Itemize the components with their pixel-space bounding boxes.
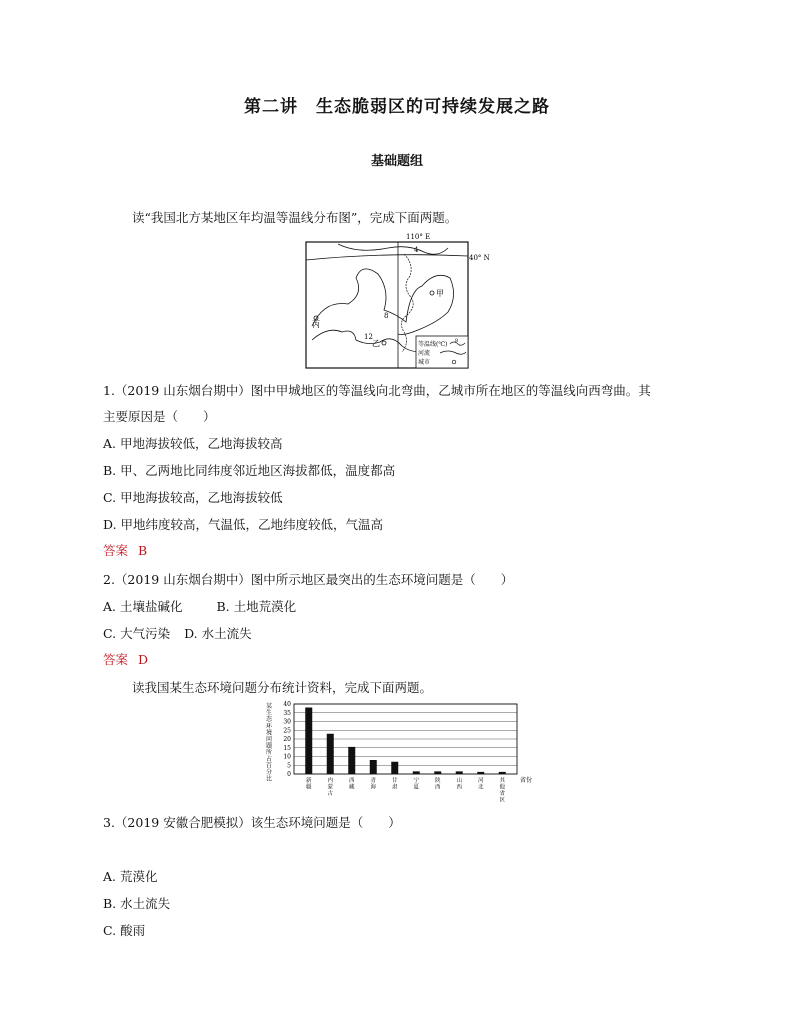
chart-ylabel-char: 问	[266, 736, 273, 743]
chart-xtick-label: 西	[434, 784, 441, 791]
q2-options-row2	[103, 624, 252, 642]
chart-ytick-label: 35	[283, 709, 291, 717]
chart-bar	[305, 708, 312, 775]
q1-answer-label: 答案	[103, 543, 129, 558]
title-topic: 生态脆弱区的可持续发展之路	[316, 97, 550, 117]
intro-2: 读我国某生态环境问题分布统计资料，完成下面两题。	[132, 680, 433, 695]
q1-option-b[interactable]: B. 甲、乙两地比同纬度邻近地区海拔都低，温度都高	[103, 463, 396, 478]
q1-stem-line1: 1.（2019 山东烟台期中）图中甲城地区的等温线向北弯曲，乙城市所在地区的等温线向西弯曲。其	[103, 383, 651, 398]
chart-ylabel-char: 占	[266, 755, 273, 763]
chart-xlabel: 省份	[520, 777, 533, 784]
chart-xtick-label: 山	[456, 778, 463, 784]
chart-xtick-label: 古	[327, 791, 334, 797]
q2-answer	[103, 650, 148, 668]
chart-xtick-label: 西	[456, 784, 463, 791]
chart-ylabel-char: 某	[266, 703, 273, 710]
chart-xtick-label: 宁	[413, 778, 420, 784]
chart-ylabel-char: 环	[266, 722, 273, 730]
chart-ytick-label: 10	[283, 753, 291, 761]
iso-label-12: 12	[364, 333, 373, 341]
q3-option-a[interactable]: A. 荒漠化	[103, 869, 158, 884]
bar-chart	[262, 698, 547, 808]
q3-stem: 3.（2019 安徽合肥模拟）该生态环境问题是（ ）	[103, 815, 401, 830]
chart-ytick-label: 15	[283, 744, 291, 752]
q2-option-b[interactable]: B. 土地荒漠化	[216, 599, 297, 614]
chart-xtick-label: 陕	[434, 778, 441, 784]
q1-answer	[103, 541, 147, 559]
iso-label-8: 8	[384, 312, 389, 320]
q2-option-c[interactable]: C. 大气污染	[103, 626, 171, 641]
chart-ylabel-char: 比	[266, 775, 273, 783]
chart-xtick-label: 西	[348, 778, 355, 784]
isotherm-map	[298, 230, 490, 372]
chart-yticks	[283, 701, 291, 778]
chart-bar	[391, 762, 398, 774]
chart-ytick-label: 0	[287, 771, 291, 778]
q1-option-a[interactable]: A. 甲地海拔较低，乙地海拔较高	[103, 436, 283, 451]
q1-option-d[interactable]: D. 甲地纬度较高，气温低，乙地纬度较低，气温高	[103, 517, 384, 532]
city-yi-marker	[382, 341, 386, 345]
chart-ytick-label: 25	[283, 727, 291, 735]
chart-bar	[370, 760, 377, 774]
chart-xtick-label: 省	[499, 791, 506, 797]
chart-ylabel-char: 题	[266, 742, 273, 750]
chart-ytick-label: 30	[283, 718, 291, 726]
q2-answer-value: D	[138, 652, 149, 667]
chart-xtick-label: 海	[370, 784, 377, 791]
q2-options-row1	[103, 597, 296, 615]
chart-ylabel-char: 态	[266, 716, 273, 724]
chart-ylabel-char: 百	[266, 762, 273, 770]
chart-xtick-label: 疆	[305, 784, 312, 791]
chart-bar	[327, 734, 334, 774]
chart-ylabel-char: 所	[266, 749, 273, 757]
legend-isotherm-value: 8	[455, 338, 459, 344]
q2-answer-label: 答案	[103, 652, 129, 667]
q3-option-b[interactable]: B. 水土流失	[103, 896, 171, 911]
q2-option-a[interactable]: A. 土壤盐碱化	[103, 599, 183, 614]
chart-xtick-label: 藏	[348, 784, 355, 791]
q2-stem: 2.（2019 山东烟台期中）图中所示地区最突出的生态环境问题是（ ）	[103, 572, 514, 587]
q2-option-d[interactable]: D. 水土流失	[184, 626, 252, 641]
city-bing-label: 丙	[312, 320, 320, 329]
river-line	[401, 254, 413, 352]
title-lesson: 第二讲	[244, 97, 298, 117]
section-subtitle: 基础题组	[370, 154, 423, 169]
chart-xtick-label: 肃	[391, 784, 398, 791]
map-lon-label: 110° E	[406, 233, 431, 241]
q1-stem-line2: 主要原因是（ ）	[103, 409, 216, 424]
chart-xtick-label: 甘	[391, 778, 398, 784]
city-jia-label: 甲	[436, 289, 444, 298]
map-lat-label: 40° N	[469, 254, 490, 262]
q1-answer-value: B	[138, 543, 148, 558]
intro-1: 读“我国北方某地区年均温等温线分布图”，完成下面两题。	[132, 210, 458, 225]
chart-xtick-label: 区	[499, 797, 506, 804]
city-jia-marker	[430, 291, 434, 295]
chart-xlabels	[306, 776, 506, 804]
chart-xtick-label: 河	[477, 778, 484, 784]
chart-xtick-label: 蒙	[327, 784, 334, 791]
q3-option-c[interactable]: C. 酸雨	[103, 923, 146, 938]
isotherm-4	[338, 244, 448, 254]
q1-option-c[interactable]: C. 甲地海拔较高，乙地海拔较低	[103, 490, 283, 505]
chart-ytick-label: 40	[283, 701, 291, 708]
iso-label-4: 4	[414, 246, 419, 254]
chart-xtick-label: 内	[327, 778, 334, 784]
chart-xtick-label: 他	[499, 784, 506, 791]
chart-ylabel	[266, 702, 273, 783]
chart-ylabel-char: 分	[266, 769, 273, 776]
chart-bar	[348, 747, 355, 774]
chart-ytick-label: 20	[283, 736, 291, 743]
chart-ylabel-char: 境	[266, 729, 273, 737]
parallel-line	[306, 255, 468, 260]
chart-ytick-label: 5	[287, 762, 291, 770]
chart-ylabel-char: 生	[266, 709, 273, 717]
chart-xtick-label: 青	[370, 778, 377, 784]
chart-xtick-label: 其	[499, 778, 506, 784]
city-yi-label: 乙	[372, 339, 380, 348]
chart-bars	[305, 708, 506, 775]
chart-xtick-label: 北	[477, 784, 484, 791]
chart-xtick-label: 夏	[413, 784, 420, 791]
legend-river-label: 河流	[418, 350, 431, 357]
legend-isotherm-label: 等温线(℃)	[418, 341, 448, 348]
legend-city-label: 城市	[418, 359, 431, 366]
page-title	[0, 92, 794, 117]
chart-xtick-label: 新	[305, 778, 312, 784]
isotherm-8	[312, 269, 454, 335]
